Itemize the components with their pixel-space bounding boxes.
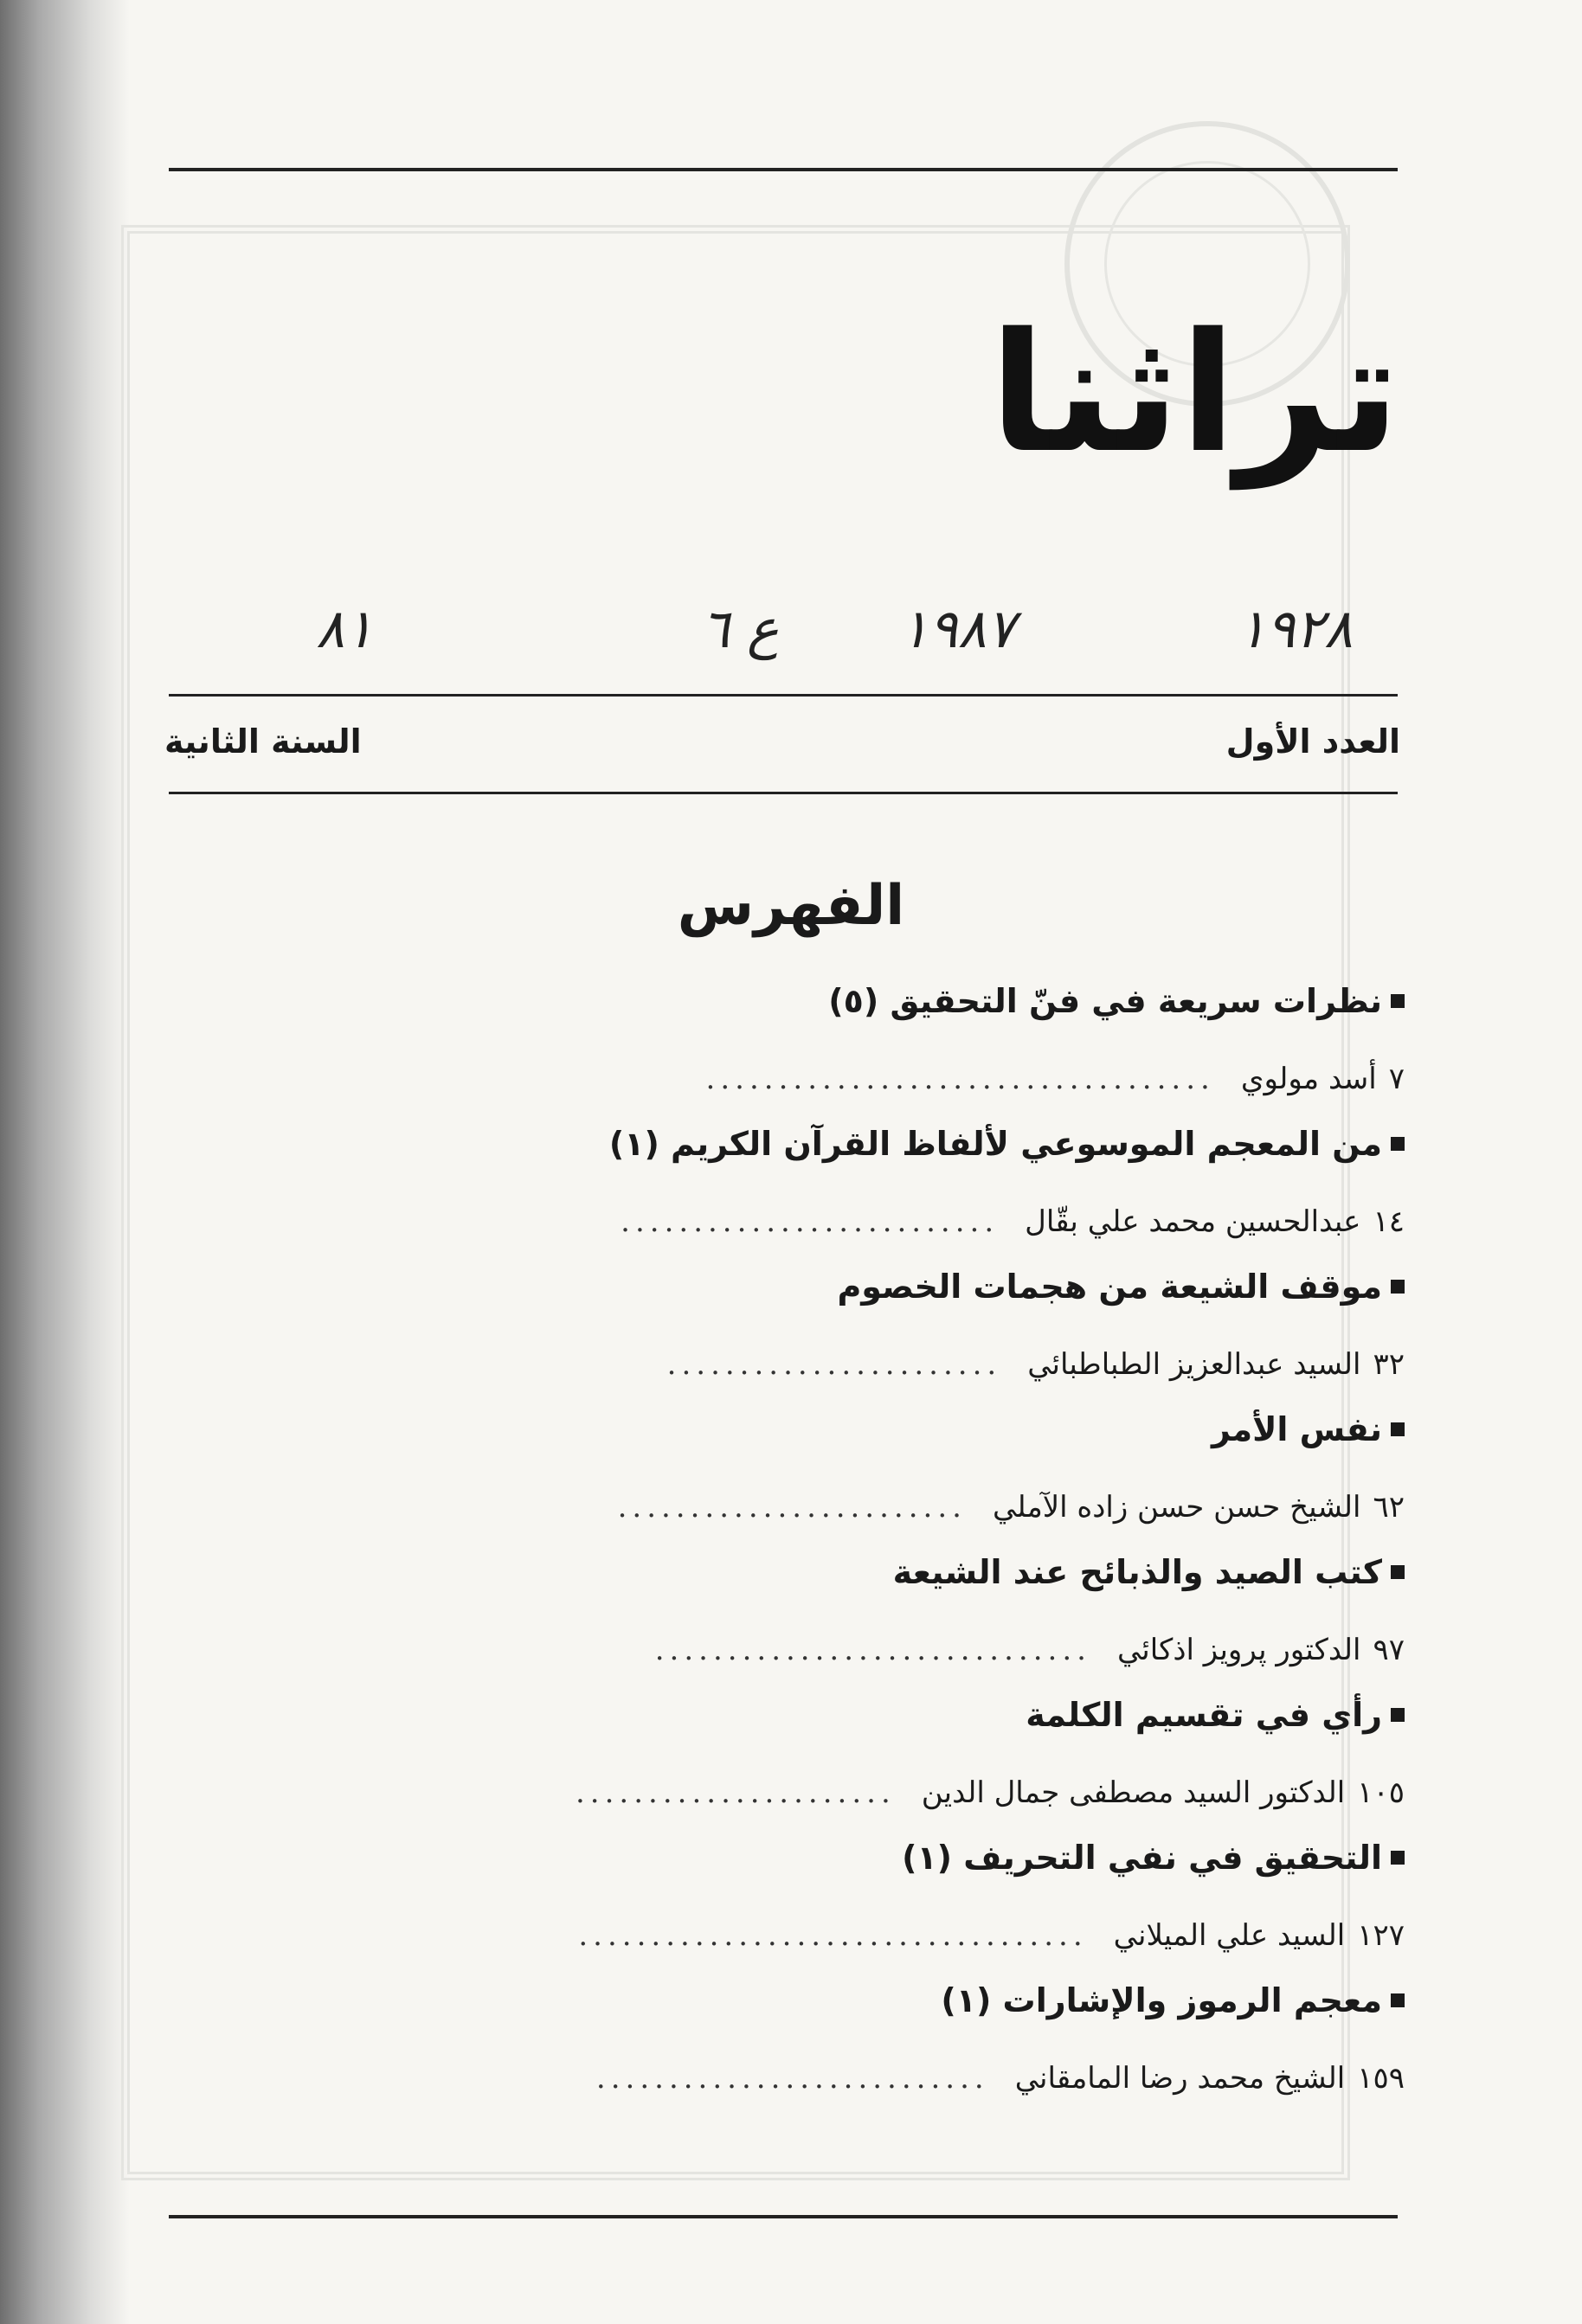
- toc-entry-title: رأي في تقسيم الكلمة: [1026, 1696, 1405, 1734]
- toc-entry-author: الشيخ محمد رضا المامقاني: [1014, 2061, 1346, 2096]
- square-bullet-icon: [1391, 1851, 1405, 1865]
- toc-entry[interactable]: [193, 1981, 1405, 2124]
- toc-entry-page: ١٠٥: [1357, 1775, 1405, 1810]
- issue-number: العدد الأول: [1225, 722, 1400, 761]
- scan-edge-shadow: [0, 0, 130, 2324]
- toc-entry[interactable]: [193, 1125, 1405, 1268]
- square-bullet-icon: [1391, 1137, 1405, 1151]
- toc-entry-title: كتب الصيد والذبائح عند الشيعة: [893, 1553, 1405, 1591]
- toc-entry-page: ٧: [1388, 1062, 1405, 1096]
- toc-entry-page: ١٤: [1373, 1204, 1405, 1239]
- square-bullet-icon: [1391, 1422, 1405, 1436]
- toc-entry-page: ١٢٧: [1357, 1918, 1405, 1953]
- handwritten-note-2: ١٩٨٧: [900, 597, 1016, 660]
- handwritten-note-3: ع ٦: [701, 597, 780, 660]
- header-rule-lower: [169, 792, 1398, 794]
- top-rule: [169, 168, 1398, 171]
- toc-entry-title: نظرات سريعة في فنّ التحقيق (٥): [828, 982, 1405, 1020]
- toc-entry-byline: [621, 1204, 1405, 1239]
- toc-entry-byline: [596, 2061, 1405, 2096]
- toc-entry-byline: [706, 1062, 1405, 1096]
- issue-year: السنة الثانية: [164, 722, 362, 761]
- handwritten-note-1: ١٩٢٨: [1238, 597, 1354, 660]
- leader-dots: ..............................: [654, 1633, 1091, 1667]
- toc-entry-byline: [578, 1918, 1405, 1953]
- toc-entry[interactable]: [193, 1696, 1405, 1839]
- toc-entry-title: موقف الشيعة من هجمات الخصوم: [837, 1268, 1405, 1306]
- header-rule-upper: [169, 694, 1398, 697]
- toc-entry-author: الشيخ حسن حسن زاده الآملي: [992, 1490, 1361, 1525]
- square-bullet-icon: [1391, 1280, 1405, 1294]
- leader-dots: ......................: [576, 1775, 896, 1810]
- leader-dots: ...................................: [578, 1918, 1088, 1953]
- square-bullet-icon: [1391, 1993, 1405, 2007]
- toc-entry-page: ٩٧: [1373, 1633, 1405, 1667]
- toc-entry[interactable]: [193, 1268, 1405, 1410]
- square-bullet-icon: [1391, 1565, 1405, 1579]
- toc-entry[interactable]: [193, 982, 1405, 1125]
- toc-entry-page: ٣٢: [1373, 1347, 1405, 1382]
- toc-entry-title: من المعجم الموسوعي لألفاظ القرآن الكريم (١): [609, 1125, 1405, 1163]
- toc-entry-author: الدكتور پرويز اذكائي: [1116, 1633, 1361, 1667]
- toc-entry[interactable]: [193, 1553, 1405, 1696]
- square-bullet-icon: [1391, 1708, 1405, 1722]
- toc-entry-author: الدكتور السيد مصطفى جمال الدين: [921, 1775, 1346, 1810]
- toc-entry-author: السيد علي الميلاني: [1113, 1918, 1346, 1953]
- toc-entry-author: السيد عبدالعزيز الطباطبائي: [1027, 1347, 1361, 1382]
- square-bullet-icon: [1391, 994, 1405, 1008]
- toc-entry-author: عبدالحسين محمد علي بقّال: [1025, 1204, 1361, 1239]
- leader-dots: ..........................: [621, 1204, 1000, 1239]
- toc-entry-title: معجم الرموز والإشارات (١): [941, 1981, 1405, 2019]
- handwritten-note-4: ٨١: [316, 597, 374, 660]
- toc-entry-title: التحقيق في نفي التحريف (١): [902, 1839, 1405, 1877]
- toc-entry-title: نفس الأمر: [1212, 1410, 1405, 1448]
- show-through-logo: [450, 286, 935, 597]
- toc-entry-author: أسد مولوي: [1240, 1062, 1377, 1096]
- leader-dots: .......................: [666, 1347, 1002, 1382]
- leader-dots: ...........................: [595, 2061, 989, 2096]
- toc-entry-byline: [667, 1347, 1405, 1382]
- leader-dots: ...................................: [705, 1062, 1215, 1096]
- toc-entry-page: ١٥٩: [1357, 2061, 1405, 2096]
- bottom-rule: [169, 2215, 1398, 2218]
- toc-entry-byline: [618, 1490, 1405, 1525]
- toc-entry-page: ٦٢: [1373, 1490, 1405, 1525]
- toc-entry-byline: [655, 1633, 1405, 1667]
- table-of-contents: [193, 982, 1405, 2124]
- toc-entry[interactable]: [193, 1839, 1405, 1981]
- toc-heading: الفهرس: [677, 874, 905, 938]
- leader-dots: ........................: [617, 1490, 967, 1525]
- toc-entry[interactable]: [193, 1410, 1405, 1553]
- toc-entry-byline: [576, 1775, 1405, 1810]
- journal-title: تراثنا: [989, 298, 1400, 489]
